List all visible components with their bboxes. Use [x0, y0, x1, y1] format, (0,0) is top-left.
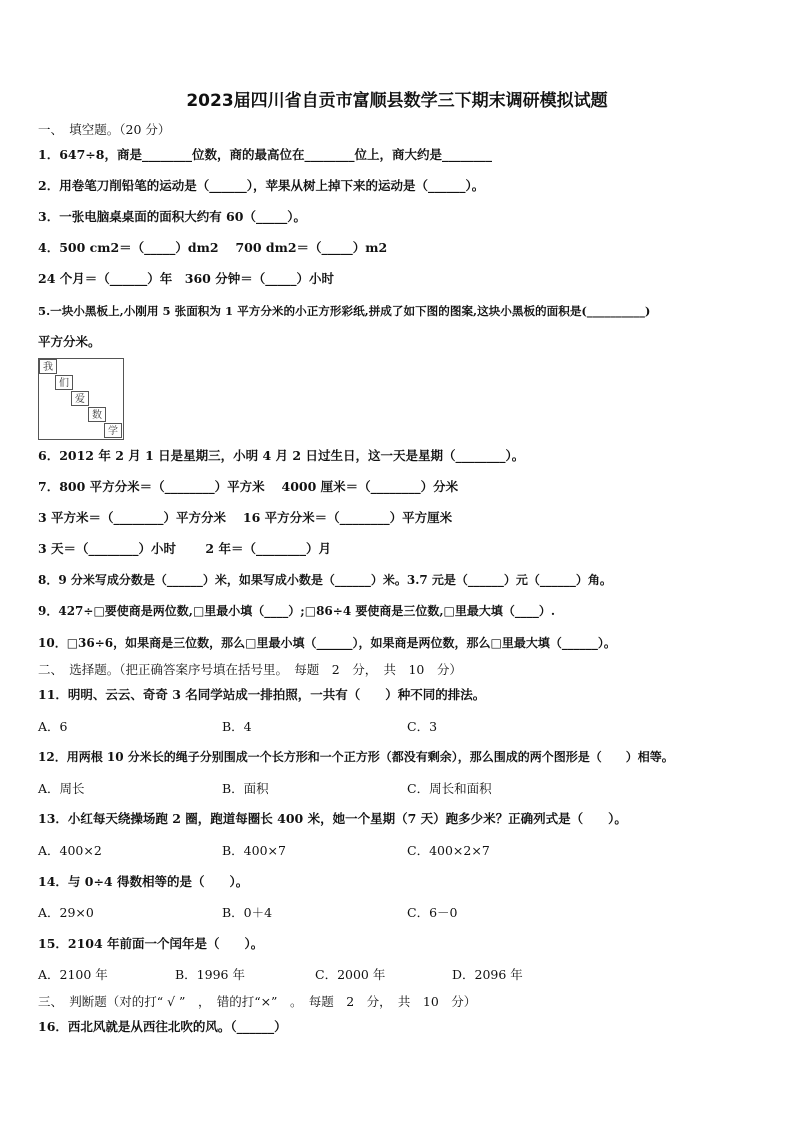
figure-cell-2: 们	[55, 375, 73, 390]
question-16: 16．西北风就是从西往北吹的风。（______）	[38, 1019, 287, 1034]
question-7c: 3 天＝（________）小时 2 年＝（________）月	[38, 541, 331, 556]
question-2: 2．用卷笔刀削铅笔的运动是（______），苹果从树上掉下来的运动是（______）。	[38, 178, 485, 193]
question-8: 8．9 分米写成分数是（______）米，如果写成小数是（______）米。3.7 元是（______）元（______）角。	[38, 573, 612, 587]
figure-cell-4: 数	[88, 407, 106, 422]
option-a: A．周长	[38, 781, 85, 796]
figure-cell-3: 爱	[71, 391, 89, 406]
option-c: C．3	[407, 719, 438, 734]
question-14: 14．与 0÷4 得数相等的是（ ）。	[38, 874, 249, 889]
page-title: 2023届四川省自贡市富顺县数学三下期末调研模拟试题	[186, 91, 608, 111]
section-fill-in: 一、 填空题。（20 分）	[38, 122, 171, 137]
option-a: A．400×2	[38, 843, 102, 858]
question-6: 6．2012 年 2 月 1 日是星期三，小明 4 月 2 日过生日，这一天是星期（________）。	[38, 448, 525, 463]
question-3: 3．一张电脑桌桌面的面积大约有 60（_____）。	[38, 209, 306, 224]
option-a: A．29×0	[38, 905, 94, 920]
staircase-figure	[38, 358, 124, 440]
option-a: A．2100 年	[38, 967, 108, 982]
question-5b: 平方分米。	[38, 334, 101, 349]
option-d: D．2096 年	[452, 967, 523, 982]
option-c: C．周长和面积	[407, 781, 492, 796]
option-b: B．4	[222, 719, 252, 734]
question-4a: 4．500 cm2＝（_____）dm2 700 dm2＝（_____）m2	[38, 240, 388, 255]
question-1: 1．647÷8，商是________位数，商的最高位在________位上，商大约是________	[38, 147, 492, 162]
option-b: B．面积	[222, 781, 269, 796]
option-c: C．6－0	[407, 905, 458, 920]
section-choice: 二、 选择题。（把正确答案序号填在括号里。 每题 2 分， 共 10 分）	[38, 662, 462, 677]
question-7a: 7．800 平方分米＝（________）平方米 4000 厘米＝（________）分米	[38, 479, 459, 494]
figure-cell-5: 学	[104, 423, 122, 438]
section-true-false: 三、 判断题（对的打“ √ ” ， 错的打“×” 。 每题 2 分， 共 10 分）	[38, 994, 477, 1009]
question-4b: 24 个月＝（______）年 360 分钟＝（_____）小时	[38, 271, 334, 286]
option-b: B．1996 年	[175, 967, 245, 982]
question-15: 15．2104 年前面一个闰年是（ ）。	[38, 936, 264, 951]
question-12: 12．用两根 10 分米长的绳子分别围成一个长方形和一个正方形（都没有剩余），那么围成的两个图形是（ ）相等。	[38, 750, 674, 764]
question-9: 9．427÷□要使商是两位数,□里最小填（____）;□86÷4 要使商是三位数,□里最大填（____）.	[38, 604, 556, 618]
option-c: C．2000 年	[315, 967, 386, 982]
question-5a: 5.一块小黑板上,小刚用 5 张面积为 1 平方分米的小正方形彩纸,拼成了如下图的图案,这块小黑板的面积是(__________)	[38, 304, 651, 318]
question-10: 10．□36÷6，如果商是三位数，那么□里最小填（______），如果商是两位数，那么□里最大填（______）。	[38, 636, 616, 650]
question-7b: 3 平方米＝（________）平方分米 16 平方分米＝（________）平方厘米	[38, 510, 453, 525]
option-c: C．400×2×7	[407, 843, 490, 858]
figure-cell-1: 我	[39, 359, 57, 374]
option-a: A．6	[38, 719, 68, 734]
question-11: 11．明明、云云、奇奇 3 名同学站成一排拍照，一共有（ ）种不同的排法。	[38, 687, 486, 702]
option-b: B．400×7	[222, 843, 286, 858]
question-13: 13．小红每天绕操场跑 2 圈，跑道每圈长 400 米，她一个星期（7 天）跑多少米？正确列式是（ ）。	[38, 811, 627, 826]
option-b: B．0＋4	[222, 905, 273, 920]
